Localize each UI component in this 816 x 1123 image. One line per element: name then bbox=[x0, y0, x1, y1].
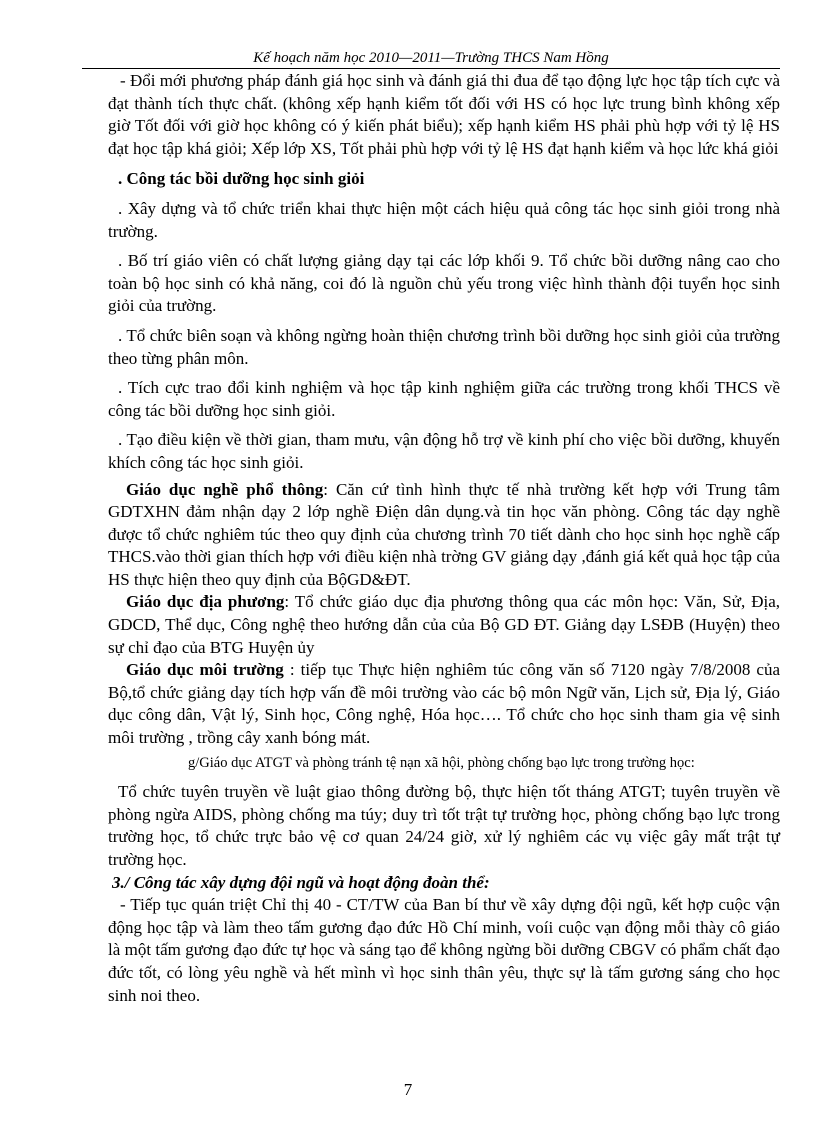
paragraph-atgt: Tổ chức tuyên truyền về luật giao thông đường bộ, thực hiện tốt tháng ATGT; tuyên truyền về phòng ngừa AIDS, phòng chống ma túy; duy trì tốt trật tự trường học, phòng chống bạo lực trong trường học, tổ chức trực bảo vệ cơ quan 24/24 giờ, xử lý nghiêm các vụ việc gây mất trật tự trường học. bbox=[108, 782, 780, 869]
paragraph-gifted-5: . Tạo điều kiện về thời gian, tham mưu, vận động hỗ trợ về kinh phí cho việc bồi dưỡng, khuyến khích công tác học sinh giỏi. bbox=[108, 430, 780, 472]
environment-heading: Giáo dục môi trường bbox=[126, 660, 284, 680]
vocational-text: : Căn cứ tình hình thực tế nhà trường kết hợp với Trung tâm GDTXHN đảm nhận dạy 2 lớp nghề Điện dân dụng.và tin học văn phòng. Công tác dạy nghề được tổ chức nghiêm túc theo quy định của chương trình 70 tiết dành cho học sinh học nghề cấp THCS.vào thời gian thích hợp với điều kiện nhà trờng GV giảng dạy ,đánh giá kết quả học tập của HS thực hiện theo quy định của BộGD&ĐT. bbox=[108, 479, 780, 589]
paragraph-gifted-3: . Tổ chức biên soạn và không ngừng hoàn thiện chương trình bồi dưỡng học sinh giỏi của trường theo từng phân môn. bbox=[108, 325, 780, 368]
environment-text: : tiếp tục Thực hiện nghiêm túc công văn số 7120 ngày 7/8/2008 của Bộ,tổ chức giảng dạy tích hợp vấn đề môi trường vào các bộ môn Ngữ văn, Lịch sử, Địa lý, Giáo dục công dân, Vật lý, Sinh học, Công nghệ, Hóa học…. Tổ chức cho học sinh tham gia vệ sinh môi trường , trồng cây xanh bóng mát. bbox=[108, 660, 781, 748]
paragraph-environment bbox=[108, 659, 780, 749]
local-heading: Giáo dục địa phương bbox=[126, 592, 285, 612]
paragraph-evaluation: - Đổi mới phương pháp đánh giá học sinh và đánh giá thi đua để tạo động lực học tập tích cực và đạt thành tích thực chất. (không xếp hạnh kiểm tốt đối với HS có học lực trung bình không xếp giờ Tốt đối với giờ học không có ý kiến phát biểu); xếp hạnh kiểm HS phải phù hợp với tỷ lệ HS đạt học tập khá giỏi; Xếp lớp XS, Tốt phải phù hợp với tỷ lệ HS đạt hạnh kiểm và học lức khá giỏi bbox=[108, 71, 780, 158]
paragraph-gifted-1: . Xây dựng và tổ chức triển khai thực hiện một cách hiệu quả công tác học sinh giỏi trong nhà trường. bbox=[108, 198, 780, 241]
paragraph-gifted-2: . Bố trí giáo viên có chất lượng giảng dạy tại các lớp khối 9. Tổ chức bồi dưỡng nâng cao cho toàn bộ học sinh có khả năng, coi đó là nguồn chủ yếu trong việc hình thành đội tuyển học sinh giỏi của trường. bbox=[108, 251, 780, 316]
section-heading-staff: 3./ Công tác xây dựng đội ngũ và hoạt động đoàn thể: bbox=[112, 872, 490, 892]
atgt-heading: g/Giáo dục ATGT và phòng tránh tệ nạn xã hội, phòng chống bạo lực trong trường học: bbox=[188, 754, 695, 771]
paragraph-gifted-4: . Tích cực trao đổi kinh nghiệm và học tập kinh nghiệm giữa các trường trong khối THCS về công tác bồi dưỡng học sinh giỏi. bbox=[108, 378, 780, 420]
paragraph-local bbox=[108, 591, 780, 659]
vocational-heading: Giáo dục nghề phổ thông bbox=[126, 479, 324, 499]
page-header: Kế hoạch năm học 2010—2011—Trường THCS Nam Hồng bbox=[82, 48, 780, 69]
paragraph-vocational bbox=[108, 479, 780, 592]
paragraph-staff: - Tiếp tục quán triệt Chỉ thị 40 - CT/TW của Ban bí thư về xây dựng đội ngũ, kết hợp cuộc vận động học tập và làm theo tấm gương đạo đức Hồ Chí minh, voíi cuộc vạn động mỗi thày cô giáo là một tấm gương đạo đức tự học và sáng tạo để không ngừng bồi dưỡng CBGV có phẩm chất đạo đức tốt, có lòng yêu nghề và hết mình vì học sinh thân yêu, thực sự là tấm gương sáng cho học sinh noi theo. bbox=[108, 895, 780, 1005]
page-number: 7 bbox=[403, 1080, 413, 1099]
section-heading-gifted-students: . Công tác bồi dưỡng học sinh giỏi bbox=[118, 169, 365, 189]
local-text: : Tổ chức giáo dục địa phương thông qua các môn học: Văn, Sử, Địa, GDCD, Thể dục, Công nghệ theo hướng dẫn của của Bộ GD ĐT. Giảng dạy LSĐB (Huyện) theo sự chỉ đạo của BTG Huyện ủy bbox=[108, 592, 780, 657]
document-body bbox=[108, 70, 780, 1007]
